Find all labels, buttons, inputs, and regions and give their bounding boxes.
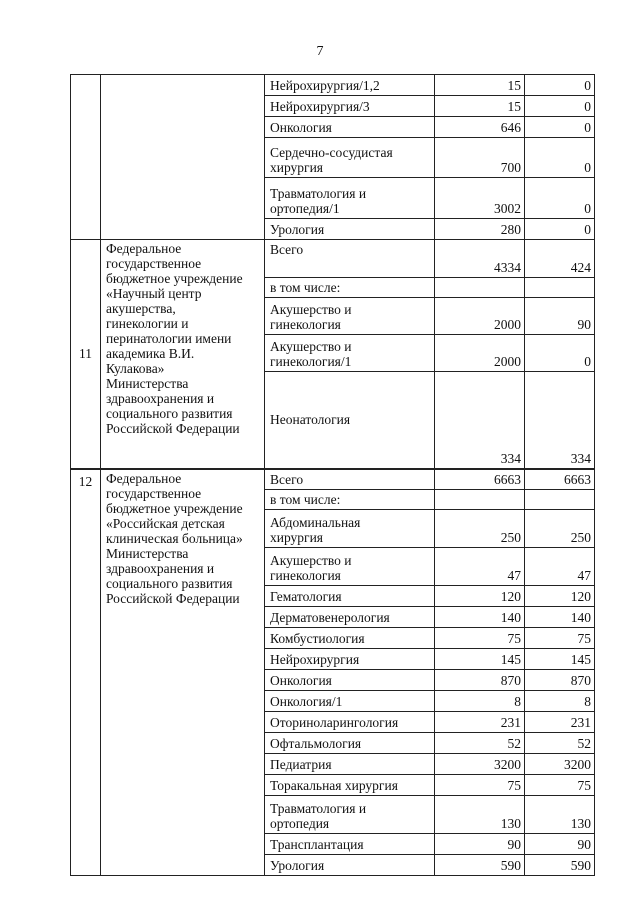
value-cell: 120 bbox=[525, 585, 595, 606]
value-cell: 75 bbox=[525, 627, 595, 648]
value-cell: 130 bbox=[435, 795, 525, 833]
specialty-cell: Абдоминальная хирургия bbox=[265, 509, 435, 547]
value-cell: 47 bbox=[435, 547, 525, 585]
specialty-cell: Акушерство и гинекология/1 bbox=[265, 335, 435, 372]
value-cell: 47 bbox=[525, 547, 595, 585]
table-row bbox=[71, 75, 595, 96]
specialty-cell: Неонатология bbox=[265, 372, 435, 469]
specialty-cell: Дерматовенерология bbox=[265, 606, 435, 627]
value-cell: 75 bbox=[525, 774, 595, 795]
row-index: 12 bbox=[71, 469, 101, 876]
value-cell: 334 bbox=[525, 372, 595, 469]
index-cell-empty bbox=[71, 75, 101, 240]
specialty-cell: Офтальмология bbox=[265, 732, 435, 753]
value-cell: 15 bbox=[435, 75, 525, 96]
value-cell: 0 bbox=[525, 178, 595, 219]
specialty-cell: Всего bbox=[265, 469, 435, 490]
value-cell: 280 bbox=[435, 219, 525, 240]
value-cell: 3200 bbox=[525, 753, 595, 774]
value-cell: 3200 bbox=[435, 753, 525, 774]
value-cell: 90 bbox=[435, 833, 525, 854]
value-cell: 140 bbox=[525, 606, 595, 627]
value-cell: 52 bbox=[525, 732, 595, 753]
value-cell: 424 bbox=[525, 240, 595, 278]
value-cell: 2000 bbox=[435, 335, 525, 372]
organization-name: Федеральное государственное бюджетное учреждение «Российская детская клиническая больница» Министерства здравоохранения и социального развития Российской Федерации bbox=[101, 469, 265, 876]
specialty-cell: Всего bbox=[265, 240, 435, 278]
value-cell: 231 bbox=[525, 711, 595, 732]
value-cell: 6663 bbox=[435, 469, 525, 490]
value-cell: 75 bbox=[435, 627, 525, 648]
specialty-cell: Акушерство и гинекология bbox=[265, 547, 435, 585]
value-cell: 870 bbox=[525, 669, 595, 690]
specialty-cell: Нейрохирургия/1,2 bbox=[265, 75, 435, 96]
value-cell: 8 bbox=[525, 690, 595, 711]
value-cell: 140 bbox=[435, 606, 525, 627]
value-cell: 120 bbox=[435, 585, 525, 606]
value-cell: 870 bbox=[435, 669, 525, 690]
value-cell: 0 bbox=[525, 117, 595, 138]
value-cell: 3002 bbox=[435, 178, 525, 219]
specialty-cell: Онкология bbox=[265, 669, 435, 690]
value-cell: 0 bbox=[525, 219, 595, 240]
value-cell: 250 bbox=[435, 509, 525, 547]
value-cell: 250 bbox=[525, 509, 595, 547]
value-cell: 4334 bbox=[435, 240, 525, 278]
quota-table bbox=[70, 74, 595, 876]
specialty-cell: Онкология bbox=[265, 117, 435, 138]
value-cell: 6663 bbox=[525, 469, 595, 490]
specialty-cell: Гематология bbox=[265, 585, 435, 606]
specialty-cell: Комбустиология bbox=[265, 627, 435, 648]
page-number: 7 bbox=[316, 44, 324, 59]
specialty-cell: Акушерство и гинекология bbox=[265, 298, 435, 335]
value-cell: 700 bbox=[435, 138, 525, 178]
value-cell: 75 bbox=[435, 774, 525, 795]
value-cell: 646 bbox=[435, 117, 525, 138]
value-cell: 2000 bbox=[435, 298, 525, 335]
specialty-cell: в том числе: bbox=[265, 489, 435, 509]
value-cell: 145 bbox=[435, 648, 525, 669]
value-cell: 90 bbox=[525, 298, 595, 335]
value-cell bbox=[525, 489, 595, 509]
specialty-cell: Урология bbox=[265, 219, 435, 240]
table-row bbox=[71, 469, 595, 490]
value-cell: 90 bbox=[525, 833, 595, 854]
specialty-cell: Педиатрия bbox=[265, 753, 435, 774]
specialty-cell: Сердечно-сосудистая хирургия bbox=[265, 138, 435, 178]
specialty-cell: Нейрохирургия bbox=[265, 648, 435, 669]
value-cell: 130 bbox=[525, 795, 595, 833]
specialty-cell: Торакальная хирургия bbox=[265, 774, 435, 795]
value-cell: 15 bbox=[435, 96, 525, 117]
organization-cell-empty bbox=[101, 75, 265, 240]
value-cell: 0 bbox=[525, 75, 595, 96]
specialty-cell: Травматология и ортопедия bbox=[265, 795, 435, 833]
value-cell: 590 bbox=[435, 854, 525, 875]
organization-name: Федеральное государственное бюджетное учреждение «Научный центр акушерства, гинекологии и перинатологии имени академика В.И. Кулакова» Министерства здравоохранения и социального развития Российской Федерации bbox=[101, 240, 265, 469]
value-cell bbox=[435, 278, 525, 298]
value-cell: 8 bbox=[435, 690, 525, 711]
specialty-cell: в том числе: bbox=[265, 278, 435, 298]
specialty-cell: Онкология/1 bbox=[265, 690, 435, 711]
table-row bbox=[71, 240, 595, 278]
specialty-cell: Урология bbox=[265, 854, 435, 875]
value-cell: 52 bbox=[435, 732, 525, 753]
specialty-cell: Оториноларингология bbox=[265, 711, 435, 732]
value-cell bbox=[525, 278, 595, 298]
specialty-cell: Травматология и ортопедия/1 bbox=[265, 178, 435, 219]
specialty-cell: Нейрохирургия/3 bbox=[265, 96, 435, 117]
value-cell: 231 bbox=[435, 711, 525, 732]
value-cell: 0 bbox=[525, 96, 595, 117]
value-cell: 334 bbox=[435, 372, 525, 469]
value-cell bbox=[435, 489, 525, 509]
specialty-cell: Трансплантация bbox=[265, 833, 435, 854]
value-cell: 145 bbox=[525, 648, 595, 669]
row-index: 11 bbox=[71, 240, 101, 469]
value-cell: 0 bbox=[525, 138, 595, 178]
value-cell: 590 bbox=[525, 854, 595, 875]
value-cell: 0 bbox=[525, 335, 595, 372]
